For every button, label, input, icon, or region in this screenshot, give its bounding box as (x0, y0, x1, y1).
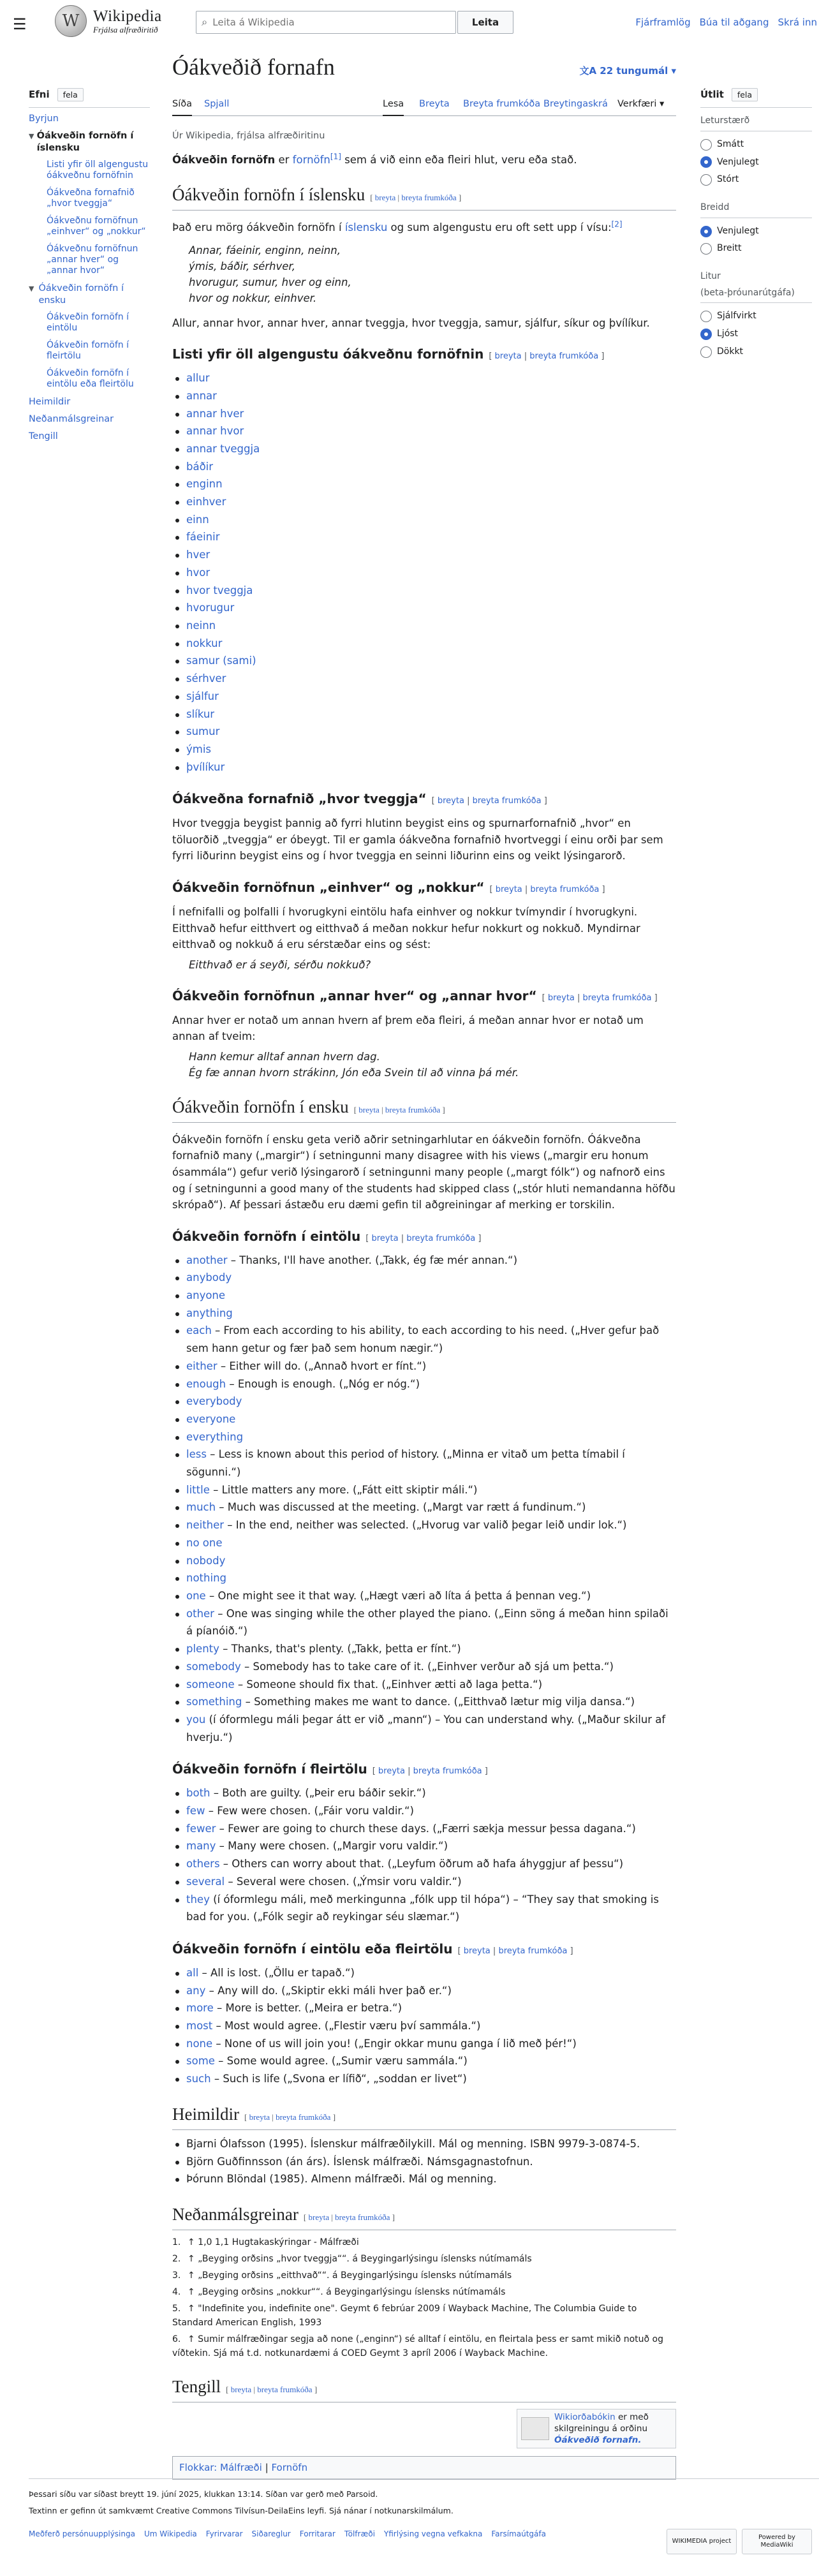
list-item (172, 1552, 676, 1570)
subsection-heading: Óákveðin fornöfnun „annar hver“ og „annar hvor“ [ breyta | breyta frumkóða ] (172, 988, 658, 1003)
list-item (172, 617, 676, 635)
wiktionary-word-link[interactable]: Óákveðið fornafn. (554, 2434, 642, 2445)
list-item: most – Most would agree. („Flestir væru því sammála.“) (172, 2017, 676, 2035)
word-link[interactable]: slíkur (186, 707, 215, 720)
word-link[interactable]: nobody (186, 1554, 226, 1567)
category-link[interactable]: Fornöfn (271, 2461, 308, 2473)
list-item: little – Little matters any more. („Fátt eitt skiptir máli.“) (172, 1481, 676, 1499)
paragraph: Óákveðin fornöfn í ensku geta verið aðrir setningarhlutar en óákveðin fornöfn. Óákveðna fornafnið many („margir“) í setningunni many disagree with his views („margir eru honum ósammála“) gefur verið lýsingarorð í setningunni many people („margt fólk“) og nafnorð eins og í setningunni a good many of the students had skipped class („stór hluti nemandanna höfðu skrópað“). Af þessari ástæðu eru dæmi gefin til aðgreiningar af merking er torskilin. (172, 1133, 675, 1211)
word-link[interactable]: something (186, 1696, 242, 1708)
word-link[interactable]: somebody (186, 1660, 241, 1673)
list-item: others – Others can worry about that. („Leyfum öðrum að hafa áhyggjur af þessu“) (172, 1855, 676, 1873)
tab-talk[interactable]: Spjall (204, 99, 230, 109)
toc-sub-item[interactable]: Óákveðnu fornöfnun „annar hver“ og „annar hvor“ (47, 244, 138, 276)
list-item (172, 759, 676, 776)
footer-link[interactable]: Tölfræði (344, 2529, 375, 2538)
list-item: they (í óformlegu máli, með merkingunna „fólk upp til hópa“) – “They say that smoking is bad for you. („Fólk segir að reykingar séu slæmar.“) (172, 1891, 676, 1926)
header (0, 0, 819, 45)
word-link[interactable]: sumur (186, 725, 220, 738)
word-link[interactable]: annar (186, 389, 217, 402)
list-item (172, 546, 676, 564)
wikimedia-badge[interactable]: WIKIMEDIA project (667, 2529, 737, 2554)
word-link[interactable]: þvílíkur (186, 760, 225, 773)
color-dark-radio[interactable]: Dökkt (700, 345, 812, 359)
list-item: any – Any will do. („Skiptir ekki máli hver það er.“) (172, 1982, 676, 2000)
footnotes-list (172, 2235, 676, 2360)
word-link[interactable]: fewer (186, 1822, 216, 1835)
page-tabs (172, 91, 676, 116)
toc-title: Efni (29, 89, 50, 100)
section-heading: Óákveðin fornöfn í íslensku [ breyta | breyta frumkóða ] (172, 184, 676, 211)
table-of-contents (29, 87, 150, 448)
list-item (172, 493, 676, 511)
list-item: several – Several were chosen. („Ýmsir voru valdir.“) (172, 1873, 676, 1891)
list-item: few – Few were chosen. („Fáir voru valdir.“) (172, 1802, 676, 1820)
list-item: other – One was singing while the other played the piano. („Einn söng á meðan hinn spilaði á píanóið.“) (172, 1605, 676, 1640)
list-item (172, 635, 676, 653)
list-item: many – Many were chosen. („Margir voru valdir.“) (172, 1837, 676, 1855)
logo-name: Wikipedia (93, 7, 162, 25)
word-link[interactable]: allur (186, 372, 210, 385)
poem: Annar, fáeinir, enginn, neinn, ýmis, báðir, sérhver, hvorugur, sumur, hver og einn, hvor og nokkur, einhver. (189, 244, 351, 304)
footer-link[interactable]: Meðferð persónuupplýsinga (29, 2529, 135, 2538)
subsection-heading: Óákveðin fornöfn í eintölu [ breyta | breyta frumkóða ] (172, 1228, 482, 1244)
color-light-radio[interactable]: Ljóst (700, 327, 812, 341)
paragraph: Í nefnifalli og þolfalli í hvorugkyni eintölu hafa einhver og nokkur tvímyndir í hvorugkyni. Eitthvað hefur eitthvert og eitthvað á meðan nokkur hefur nokkurt og nokkuð. Myndirnar eitthvað og nokkuð á eru sérstæðar eins og sést: (172, 906, 640, 951)
toc-item-islenska[interactable]: ▼ Óákveðin fornöfn í íslensku (29, 131, 134, 154)
tab-edit-source[interactable]: Breyta frumkóða (463, 99, 541, 109)
translate-icon: 文A (579, 65, 600, 77)
logo-tagline: Frjálsa alfræðiritið (93, 24, 158, 34)
wiktionary-icon (521, 2417, 549, 2440)
word-link[interactable]: others (186, 1858, 220, 1870)
word-link[interactable]: you (186, 1713, 206, 1726)
toc-hide-button[interactable]: fela (57, 88, 84, 101)
toc-item-enska[interactable]: ▼ Óákveðin fornöfn í ensku (29, 283, 124, 306)
footnote: 1. ↑ 1,0 1,1 Hugtakaskýringar - Málfræði (172, 2237, 359, 2247)
list-item (172, 475, 676, 493)
donate-link[interactable]: Fjárframlög (635, 17, 691, 28)
word-link[interactable]: some (186, 2055, 215, 2068)
word-link[interactable]: another (186, 1254, 228, 1266)
word-link[interactable]: báðir (186, 460, 214, 473)
section-heading: Tengill [ breyta | breyta frumkóða ] (172, 2376, 676, 2402)
list-item: much – Much was discussed at the meeting. („Margt var rætt á fundinum.“) (172, 1499, 676, 1516)
word-link[interactable]: all (186, 1966, 199, 1979)
list-item (172, 511, 676, 529)
list-item (172, 440, 676, 458)
footer-link[interactable]: Forritarar (299, 2529, 336, 2538)
section-heading: Neðanmálsgreinar [ breyta | breyta frumkóða ] (172, 2203, 676, 2230)
toc-sub-item[interactable]: Óákveðin fornöfn í eintölu eða fleirtölu (47, 368, 134, 390)
categories-label[interactable]: Flokkar: (179, 2461, 218, 2473)
list-item: fewer – Fewer are going to church these days. („Færri sækja messur þessa dagana.“) (172, 1820, 676, 1838)
word-link[interactable]: neither (186, 1519, 225, 1532)
word-link[interactable]: samur (sami) (186, 655, 256, 667)
list-item: each – From each according to his ability, to each according to his need. („Hver gefur það sem hann getur og fær það sem honum nægir.“) (172, 1322, 676, 1357)
list-item (172, 670, 676, 688)
list-item (172, 1428, 676, 1446)
pronoun-list (172, 369, 676, 776)
intro-paragraph: Óákveðin fornöfn er fornöfn[1] sem á við einn eða fleiri hlut, veru eða stað. (172, 152, 577, 167)
word-link[interactable]: neinn (186, 619, 216, 632)
list-item (172, 723, 676, 741)
singular-list (172, 1252, 676, 1747)
toc-item-notes[interactable]: Neðanmálsgreinar (29, 414, 114, 425)
list-item (172, 706, 676, 723)
create-account-link[interactable]: Búa til aðgang (699, 17, 769, 28)
list-item: either – Either will do. („Annað hvort er fínt.“) (172, 1358, 676, 1375)
personal-tools (626, 15, 817, 30)
word-link[interactable]: einn (186, 513, 209, 526)
link[interactable]: íslensku (344, 221, 388, 234)
size-small-radio[interactable]: Smátt (700, 138, 812, 152)
list-item: plenty – Thanks, that's plenty. („Takk, þetta er fínt.“) (172, 1640, 676, 1658)
word-link[interactable]: annar hvor (186, 425, 244, 438)
wikipedia-logo[interactable] (55, 5, 162, 37)
toc-sub-item[interactable]: Óákveðna fornafnið „hvor tveggja“ (47, 188, 135, 209)
link[interactable]: fornöfn (292, 154, 330, 167)
paragraph: Annar hver er notað um annan hvern af þrem eða fleiri, á meðan annar hvor er notað um annan af tveim: (172, 1014, 644, 1043)
example: Eitthvað er á seyði, sérðu nokkuð? (189, 958, 371, 971)
word-link[interactable]: other (186, 1607, 214, 1620)
tab-page[interactable]: Síða (172, 97, 192, 116)
word-link[interactable]: less (186, 1448, 207, 1461)
either-list (172, 1964, 676, 2088)
footer-link[interactable]: Siðareglur (251, 2529, 291, 2538)
word-link[interactable]: one (186, 1590, 206, 1602)
word-link[interactable]: any (186, 1984, 206, 1997)
edit-link[interactable]: breyta (374, 193, 396, 203)
license-text: Textinn er gefinn út samkvæmt Creative Commons Tilvísun-DeilaEins leyfi. Sjá nánar í notkunarskilmálum. (29, 2506, 454, 2515)
list-item: neither – In the end, neither was selected. („Hvorug var valið þegar leið undir lok.“) (172, 1516, 676, 1534)
word-link[interactable]: everything (186, 1430, 244, 1443)
word-link[interactable]: such (186, 2073, 211, 2085)
references-list (172, 2135, 676, 2188)
word-link[interactable]: they (186, 1893, 210, 1906)
word-link[interactable]: much (186, 1501, 216, 1514)
appearance-hide-button[interactable]: fela (732, 88, 758, 101)
list-item: Þórunn Blöndal (1985). Almenn málfræði. Mál og menning. (172, 2170, 676, 2188)
word-link[interactable]: several (186, 1875, 225, 1888)
list-item (172, 458, 676, 476)
appearance-title: Útlit (700, 89, 724, 100)
list-item: somebody – Somebody has to take care of it. („Einhver verður að sjá um þetta.“) (172, 1658, 676, 1676)
toc-sub-item[interactable]: Óákveðin fornöfn í eintölu (47, 312, 129, 334)
list-item (172, 1569, 676, 1587)
footer-link[interactable]: Fyrirvarar (205, 2529, 243, 2538)
subsection-heading: Listi yfir öll algengustu óákveðnu fornöfnin [ breyta | breyta frumkóða ] (172, 346, 605, 362)
edit-source-link[interactable]: breyta frumkóða (401, 193, 457, 203)
search-button[interactable]: Leita (457, 11, 513, 34)
list-item (172, 369, 676, 387)
subsection-heading: Óákveðin fornöfn í eintölu eða fleirtölu [ breyta | breyta frumkóða ] (172, 1941, 573, 1957)
list-item (172, 405, 676, 423)
word-link[interactable]: most (186, 2020, 213, 2032)
color-label: Litur (700, 271, 721, 282)
word-link[interactable]: hver (186, 549, 210, 561)
list-item: some – Some would agree. („Sumir væru sammála.“) (172, 2052, 676, 2070)
word-link[interactable]: einhver (186, 496, 226, 508)
word-link[interactable]: hvorugur (186, 602, 235, 614)
footer-link[interactable]: Yfirlýsing vegna vefkakna (383, 2529, 483, 2538)
color-beta-label: (beta-þróunarútgáfa) (700, 286, 812, 304)
subsection-heading: Óákveðin fornöfn í fleirtölu [ breyta | breyta frumkóða ] (172, 1761, 488, 1777)
list-item (172, 528, 676, 546)
login-link[interactable]: Skrá inn (778, 17, 817, 28)
example: Hann kemur alltaf annan hvern dag. (189, 1050, 380, 1063)
word-link[interactable]: enginn (186, 478, 223, 491)
list-item (172, 1534, 676, 1552)
list-item: you (í óformlegu máli þegar átt er við „mann“) – You can understand why. („Maður skilur af hverju.“) (172, 1711, 676, 1746)
word-link[interactable]: anyone (186, 1289, 226, 1302)
list-item (172, 1305, 676, 1322)
word-link[interactable]: more (186, 2002, 214, 2015)
width-normal-radio[interactable]: Venjulegt (700, 225, 812, 239)
list-item: one – One might see it that way. („Hægt væri að líta á þetta á þennan veg.“) (172, 1587, 676, 1605)
word-link[interactable]: both (186, 1787, 210, 1800)
tab-history[interactable]: Breytingaskrá (543, 99, 608, 109)
plural-list (172, 1784, 676, 1926)
list-item: such – Such is life („Svona er lífið“, „soddan er livet“) (172, 2070, 676, 2088)
categories-box: Flokkar: Málfræði | Fornöfn (172, 2456, 676, 2480)
list-item: enough – Enough is enough. („Nóg er nóg.“) (172, 1375, 676, 1393)
text-size-label: Leturstærð (700, 114, 812, 131)
list-item (172, 1410, 676, 1428)
word-link[interactable]: sjálfur (186, 690, 219, 702)
list-item: more – More is better. („Meira er betra.“) (172, 1999, 676, 2017)
list-item (172, 1269, 676, 1287)
list-item: someone – Someone should fix that. („Einhver ætti að laga þetta.“) (172, 1676, 676, 1694)
word-link[interactable]: ýmis (186, 743, 212, 755)
list-item: less – Less is known about this period of history. („Minna er vitað um þetta tímabil í sögunni.“) (172, 1446, 676, 1481)
word-link[interactable]: someone (186, 1678, 235, 1691)
section-heading: Heimildir [ breyta | breyta frumkóða ] (172, 2103, 676, 2130)
tab-edit[interactable]: Breyta (419, 99, 450, 109)
last-modified: Þessari síðu var síðast breytt 19. júní 2025, klukkan 13:14. Síðan var gerð með Parsoid. (29, 2489, 378, 2499)
toc-sub-item[interactable]: Óákveðnu fornöfnun „einhver“ og „nokkur“ (47, 216, 146, 237)
word-link[interactable]: none (186, 2037, 213, 2050)
word-link[interactable]: hvor (186, 566, 210, 579)
list-item (172, 652, 676, 670)
word-link[interactable]: everyone (186, 1412, 236, 1425)
word-link[interactable]: annar tveggja (186, 442, 260, 455)
toc-item-top[interactable]: Byrjun (29, 114, 59, 124)
word-link[interactable]: many (186, 1840, 216, 1853)
list-item (172, 1287, 676, 1305)
tab-tools[interactable]: Verkfæri ▾ (617, 99, 665, 109)
word-link[interactable]: sérhver (186, 672, 226, 685)
word-link[interactable]: few (186, 1805, 205, 1817)
appearance-panel (700, 87, 812, 359)
width-wide-radio[interactable]: Breitt (700, 242, 812, 256)
chevron-down-icon[interactable]: ▼ (29, 132, 34, 141)
page-title: Óákveðið fornafn (172, 54, 335, 80)
globe-icon: W (55, 5, 87, 37)
paragraph: Það eru mörg óákveðin fornöfn í íslensku og sum algengustu eru oft sett upp í vísu:[2] (172, 219, 623, 234)
footnote: 5. ↑ "Indefinite you, indefinite one". Geymt 6 febrúar 2009 í Wayback Machine, The Columbia Guide to Standard American English, 1993 (172, 2303, 637, 2328)
word-link[interactable]: hvor tveggja (186, 584, 253, 596)
list-item: another – Thanks, I'll have another. („Takk, ég fæ mér annan.“) (172, 1252, 676, 1269)
list-item: Bjarni Ólafsson (1995). Íslenskur málfræðilykill. Mál og menning. ISBN 9979-3-0874-5. (172, 2135, 676, 2153)
word-link[interactable]: fáeinir (186, 531, 220, 544)
paragraph: Hvor tveggja beygist þannig að fyrri hlutinn beygist eins og spurnarfornafnið „hvor“ en töluorðið „tveggja“ er óbeygt. Til er gamla óákveðna fornafnið hvortveggi í einu orði þar sem fyrri liðurinn beygist eins og í hvor tveggja en seinni liðurinn eins og veikt lýsingarorð. (172, 817, 663, 862)
color-auto-radio[interactable]: Sjálfvirkt (700, 309, 812, 323)
sister-project-box: Wikiorðabókin er með skilgreiningu á orðinu Óákveðið fornafn. (517, 2409, 676, 2448)
word-link[interactable]: each (186, 1324, 212, 1337)
width-label: Breidd (700, 201, 812, 218)
footnote: 3. ↑ „Beyging orðsins „eitthvað““. á Beygingarlýsingu íslensks nútímamáls (172, 2270, 512, 2281)
list-item (172, 599, 676, 617)
footer-link[interactable]: Um Wikipedia (144, 2529, 197, 2538)
word-link[interactable]: no one (186, 1536, 223, 1549)
article-body (172, 129, 676, 2480)
list-item: something – Something makes me want to dance. („Eitthvað lætur mig vilja dansa.“) (172, 1693, 676, 1711)
tab-read[interactable]: Lesa (383, 97, 404, 116)
mediawiki-badge[interactable]: Powered by MediaWiki (742, 2529, 812, 2554)
wiktionary-link[interactable]: Wikiorðabókin (554, 2411, 616, 2422)
word-link[interactable]: plenty (186, 1643, 219, 1655)
search-box[interactable] (196, 11, 456, 34)
word-link[interactable]: either (186, 1359, 218, 1372)
footer (29, 2478, 819, 2549)
subsection-heading: Óákveðna fornafnið „hvor tveggja“ [ breyta | breyta frumkóða ] (172, 791, 547, 807)
word-link[interactable]: everybody (186, 1395, 242, 1408)
word-link[interactable]: anything (186, 1307, 233, 1319)
toc-sub-item[interactable]: Óákveðin fornöfn í fleirtölu (47, 340, 129, 362)
menu-icon[interactable]: ☰ (13, 15, 27, 33)
toc-item-heimildir[interactable]: Heimildir (29, 397, 71, 408)
list-item (172, 387, 676, 405)
toc-sub-item[interactable]: Listi yfir öll algengustu óákveðnu fornöfnin (47, 159, 149, 181)
section-heading: Óákveðin fornöfn í ensku [ breyta | breyta frumkóða ] (172, 1096, 676, 1123)
footnote: 2. ↑ „Beyging orðsins „hvor tveggja““. á Beygingarlýsingu íslensks nútímamáls (172, 2253, 532, 2264)
list-item (172, 422, 676, 440)
word-link[interactable]: little (186, 1483, 210, 1496)
list-item: Björn Guðfinnsson (án árs). Íslensk málfræði. Námsgagnastofnun. (172, 2153, 676, 2171)
list-item: all – All is lost. („Öllu er tapað.“) (172, 1964, 676, 1982)
size-normal-radio[interactable]: Venjulegt (700, 156, 812, 170)
main-content (172, 51, 676, 2473)
list-item: none – None of us will join you! („Engir okkar munu ganga í lið með þér!“) (172, 2035, 676, 2053)
paragraph: Allur, annar hvor, annar hver, annar tveggja, hvor tveggja, samur, sjálfur, síkur og þvílíkur. (172, 316, 650, 329)
language-button[interactable]: 文A 22 tungumál ▾ (579, 65, 676, 77)
word-link[interactable]: enough (186, 1377, 226, 1390)
word-link[interactable]: annar hver (186, 407, 244, 420)
list-item: both – Both are guilty. („Þeir eru báðir sekir.“) (172, 1784, 676, 1802)
search-icon: ⌕ (202, 16, 208, 29)
footer-link[interactable]: Farsímaútgáfa (491, 2529, 546, 2538)
list-item (172, 688, 676, 706)
chevron-down-icon[interactable]: ▼ (29, 285, 34, 293)
subsection-heading: Óákveðin fornöfnun „einhver“ og „nokkur“ [ breyta | breyta frumkóða ] (172, 880, 605, 896)
footnote: 4. ↑ „Beyging orðsins „nokkur““. á Beygingarlýsingu íslensks nútímamáls (172, 2286, 506, 2297)
list-item (172, 1393, 676, 1410)
toc-item-link[interactable]: Tengill (29, 431, 58, 442)
example: Ég fæ annan hvorn strákinn, Jón eða Svein til að vinna þá mér. (189, 1066, 519, 1079)
list-item (172, 741, 676, 759)
list-item (172, 564, 676, 582)
list-item (172, 582, 676, 600)
word-link[interactable]: nothing (186, 1572, 226, 1585)
category-link[interactable]: Málfræði (220, 2461, 262, 2473)
word-link[interactable]: nokkur (186, 637, 223, 649)
site-sub: Úr Wikipedia, frjálsa alfræðiritinu (172, 131, 325, 141)
size-large-radio[interactable]: Stórt (700, 173, 812, 187)
search-input[interactable] (212, 17, 404, 28)
footnote: 6. ↑ Sumir málfræðingar segja að none („enginn“) sé alltaf í eintölu, en fleirtala þess er samt mikið notuð og víðtekin. Sjá má t.d. notkunardæmi á COED Geymt 3 apríl 2006 í Wayback Machine. (172, 2334, 663, 2358)
word-link[interactable]: anybody (186, 1271, 232, 1284)
